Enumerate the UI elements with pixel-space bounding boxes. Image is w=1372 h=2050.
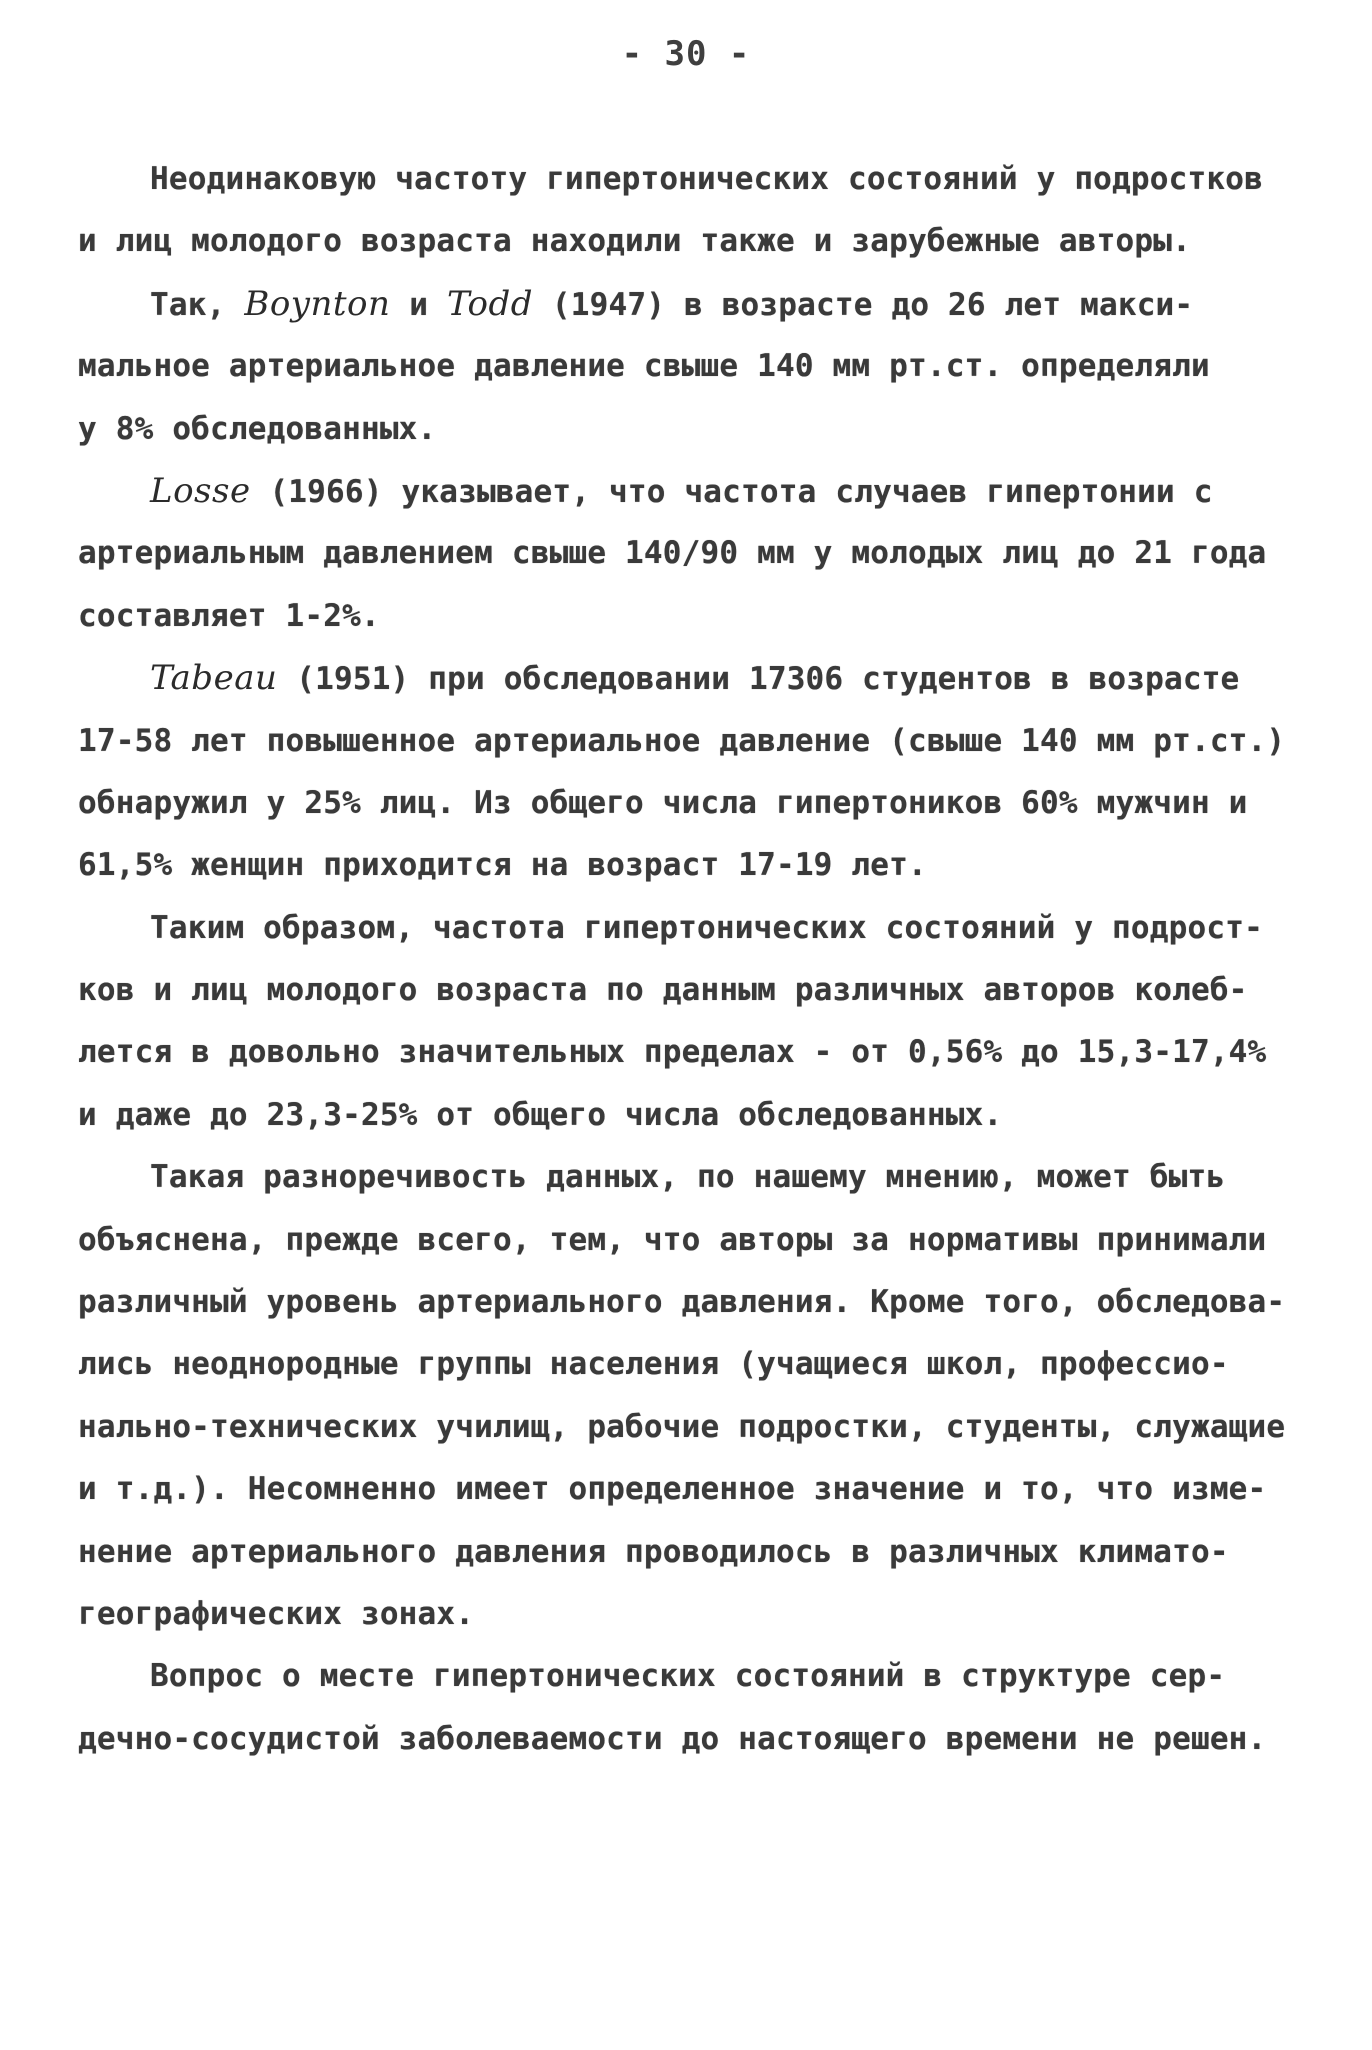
text-line: Неодинаковую частоту гипертонических состояний у подростков <box>150 161 1263 197</box>
text-line <box>78 647 1318 709</box>
text-line: Вопрос о месте гипертонических состояний в структуре сер- <box>150 1658 1226 1695</box>
text-line: составляет 1-2%. <box>78 597 380 634</box>
text-line: 61,5% женщин приходится на возраст 17-19 лет. <box>78 847 927 884</box>
text-line: и лиц молодого возраста находили также и зарубежные авторы. <box>78 223 1191 260</box>
text-line: и даже до 23,3-25% от общего числа обследованных. <box>78 1096 1003 1133</box>
page-number: - 30 - <box>621 34 751 74</box>
text-line: и т.д.). Несомненно имеет определенное значение и то, что изме- <box>78 1471 1267 1508</box>
text-fragment: и <box>390 286 448 323</box>
text-line: лется в довольно значительных пределах - от 0,56% до 15,3-17,4% <box>78 1034 1267 1071</box>
text-line: у 8% обследованных. <box>78 410 437 447</box>
text-line <box>78 273 1318 335</box>
text-line: географических зонах. <box>78 1595 475 1632</box>
handwritten-name: Todd <box>447 283 534 324</box>
text-line: 17-58 лет повышенное артериальное давление (свыше 140 мм рт.ст.) <box>78 722 1286 759</box>
text-line: ков и лиц молодого возраста по данным различных авторов колеб- <box>78 972 1248 1009</box>
text-fragment: (1966) указывает, что частота случаев гипертонии с <box>250 473 1213 510</box>
text-line: различный уровень артериального давления. Кроме того, обследова- <box>78 1284 1286 1321</box>
text-line: Таким образом, частота гипертонических состояний у подрост- <box>150 909 1263 946</box>
text-line: нально-технических училищ, рабочие подростки, студенты, служащие <box>78 1408 1286 1445</box>
handwritten-name: Tabeau <box>150 658 278 699</box>
document-body <box>78 148 1318 1770</box>
text-line <box>78 460 1318 522</box>
handwritten-name: Boynton <box>244 283 391 324</box>
text-line: лись неоднородные группы населения (учащиеся школ, профессио- <box>78 1346 1229 1383</box>
text-fragment: Так, <box>150 286 245 323</box>
text-line: артериальным давлением свыше 140/90 мм у молодых лиц до 21 года <box>78 535 1267 572</box>
text-line: объяснена, прежде всего, тем, что авторы за нормативы принимали <box>78 1221 1267 1258</box>
text-line: нение артериального давления проводилось в различных климато- <box>78 1533 1229 1570</box>
text-fragment: (1951) при обследовании 17306 студентов в возрасте <box>277 661 1240 698</box>
handwritten-name: Losse <box>150 470 251 511</box>
text-line: обнаружил у 25% лиц. Из общего числа гипертоников 60% мужчин и <box>78 784 1248 821</box>
text-fragment: (1947) в возрасте до 26 лет макси- <box>533 286 1194 323</box>
text-line: мальное артериальное давление свыше 140 мм рт.ст. определяли <box>78 348 1210 385</box>
text-line: дечно-сосудистой заболеваемости до настоящего времени не решен. <box>78 1720 1267 1757</box>
text-line: Такая разноречивость данных, по нашему мнению, может быть <box>150 1159 1226 1196</box>
